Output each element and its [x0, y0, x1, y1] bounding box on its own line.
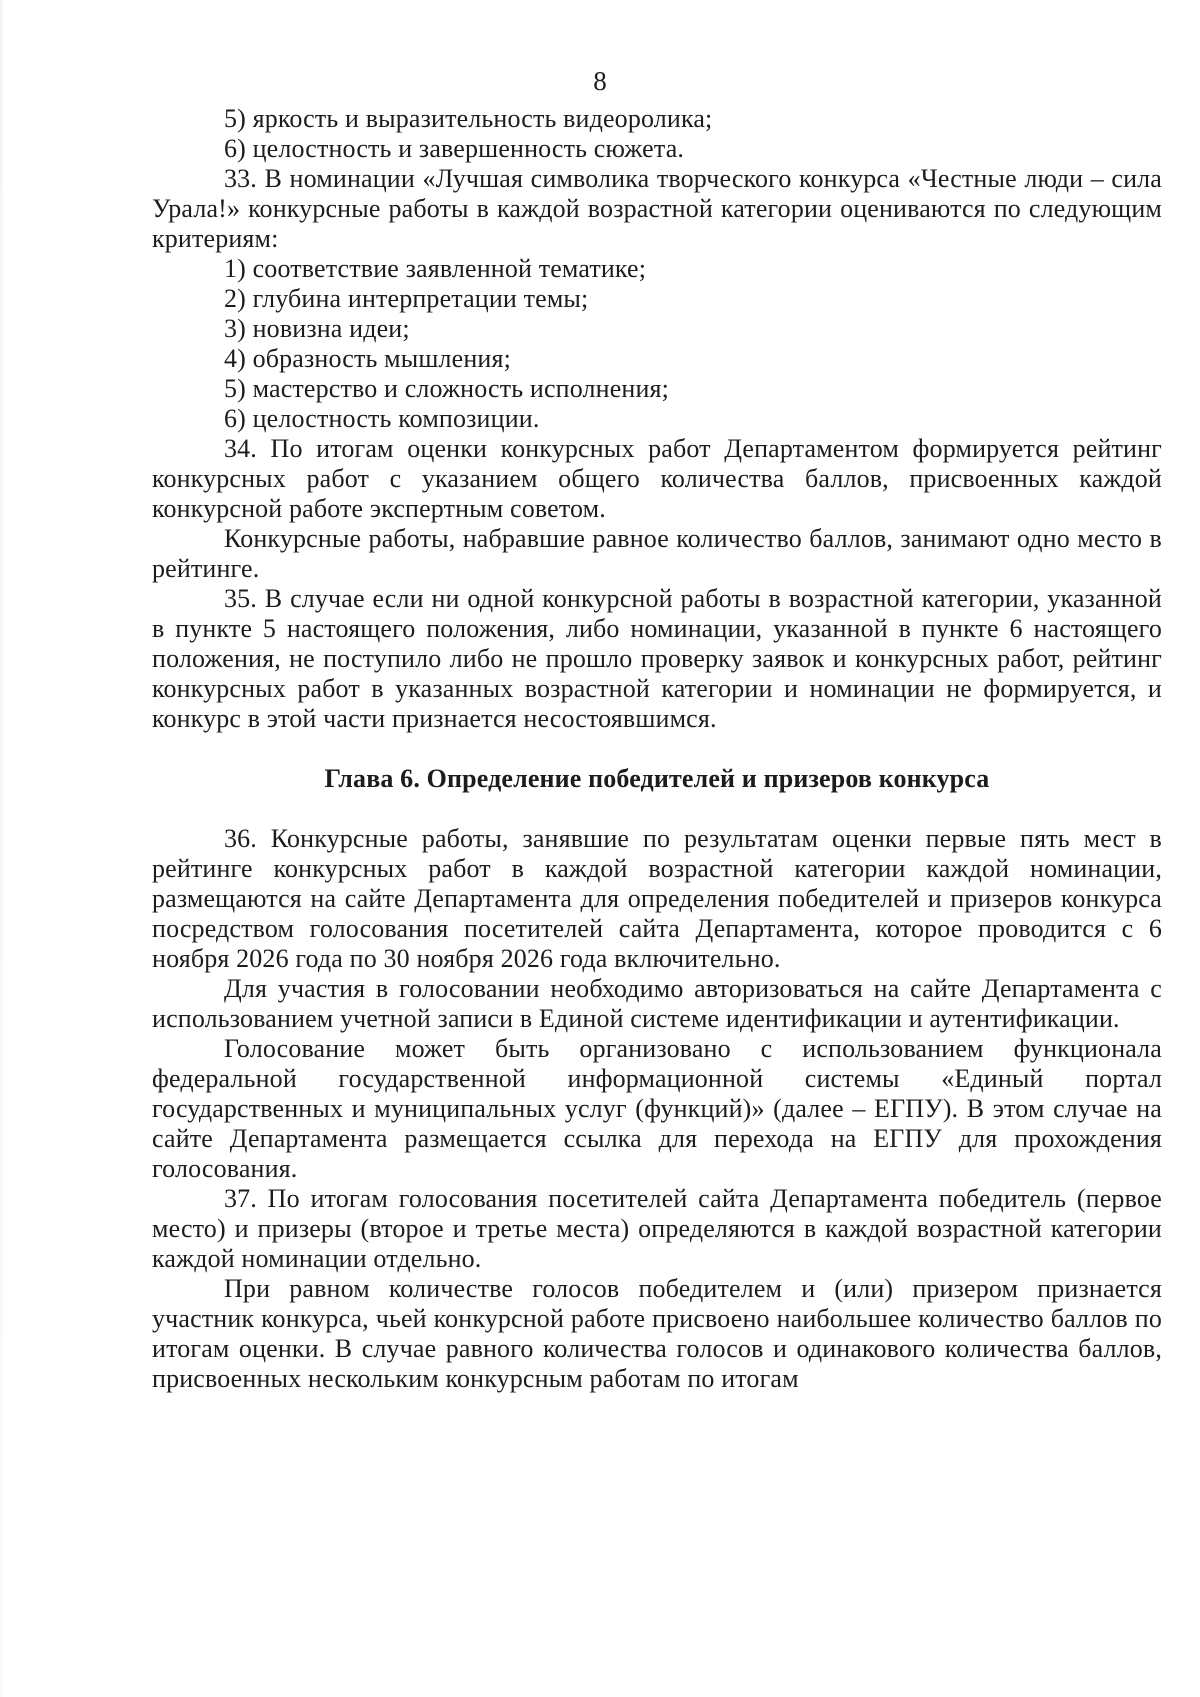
criterion-item: 3) новизна идеи;: [224, 314, 410, 343]
page-number: 8: [593, 66, 607, 96]
criterion-item: 5) мастерство и сложность исполнения;: [224, 374, 669, 403]
list-item: 5) яркость и выразительность видеоролика;: [224, 104, 713, 133]
chapter-title: Глава 6. Определение победителей и призеров конкурса: [324, 764, 990, 793]
list-item: 6) целостность и завершенность сюжета.: [224, 134, 685, 163]
scan-edge: [0, 0, 3, 1697]
criterion-item: 6) целостность композиции.: [224, 404, 540, 433]
document-body: [152, 104, 1162, 1394]
paragraph-34-continued: Конкурсные работы, набравшие равное количество баллов, занимают одно место в рейтинге.: [152, 524, 1162, 583]
paragraph-33: 33. В номинации «Лучшая символика творческого конкурса «Честные люди – сила Урала!» конкурсные работы в каждой возрастной категории оцениваются по следующим критериям:: [152, 164, 1162, 253]
paragraph-34: 34. По итогам оценки конкурсных работ Департаментом формируется рейтинг конкурсных работ с указанием общего количества баллов, присвоенных каждой конкурсной работе экспертным советом.: [152, 434, 1162, 523]
criterion-item: 2) глубина интерпретации темы;: [224, 284, 589, 313]
paragraph-37-tie-rule: При равном количестве голосов победителем и (или) призером признается участник конкурса, чьей конкурсной работе присвоено наибольшее количество баллов по итогам оценки. В случае равного количества голосов и одинакового количества баллов, присвоенных нескольким конкурсным работам по итогам: [152, 1274, 1162, 1393]
paragraph-36-egpu: Голосование может быть организовано с использованием функционала федеральной государственной информационной системы «Единый портал государственных и муниципальных услуг (функций)» (далее – ЕГПУ). В этом случае на сайте Департамента размещается ссылка для перехода на ЕГПУ для прохождения голосования.: [152, 1034, 1162, 1183]
paragraph-37: 37. По итогам голосования посетителей сайта Департамента победитель (первое место) и призеры (второе и третье места) определяются в каждой возрастной категории каждой номинации отдельно.: [152, 1184, 1162, 1273]
criterion-item: 4) образность мышления;: [224, 344, 511, 373]
paragraph-36-voting-auth: Для участия в голосовании необходимо авторизоваться на сайте Департамента с использованием учетной записи в Единой системе идентификации и аутентификации.: [152, 974, 1162, 1033]
paragraph-36: 36. Конкурсные работы, занявшие по результатам оценки первые пять мест в рейтинге конкурсных работ в каждой возрастной категории каждой номинации, размещаются на сайте Департамента для определения победителей и призеров конкурса посредством голосования посетителей сайта Департамента, которое проводится с 6 ноября 2026 года по 30 ноября 2026 года включительно.: [152, 824, 1162, 973]
criterion-item: 1) соответствие заявленной тематике;: [224, 254, 647, 283]
paragraph-35: 35. В случае если ни одной конкурсной работы в возрастной категории, указанной в пункте 5 настоящего положения, либо номинации, указанной в пункте 6 настоящего положения, не поступило либо не прошло проверку заявок и конкурсных работ, рейтинг конкурсных работ в указанных возрастной категории и номинации не формируется, и конкурс в этой части признается несостоявшимся.: [152, 584, 1162, 733]
